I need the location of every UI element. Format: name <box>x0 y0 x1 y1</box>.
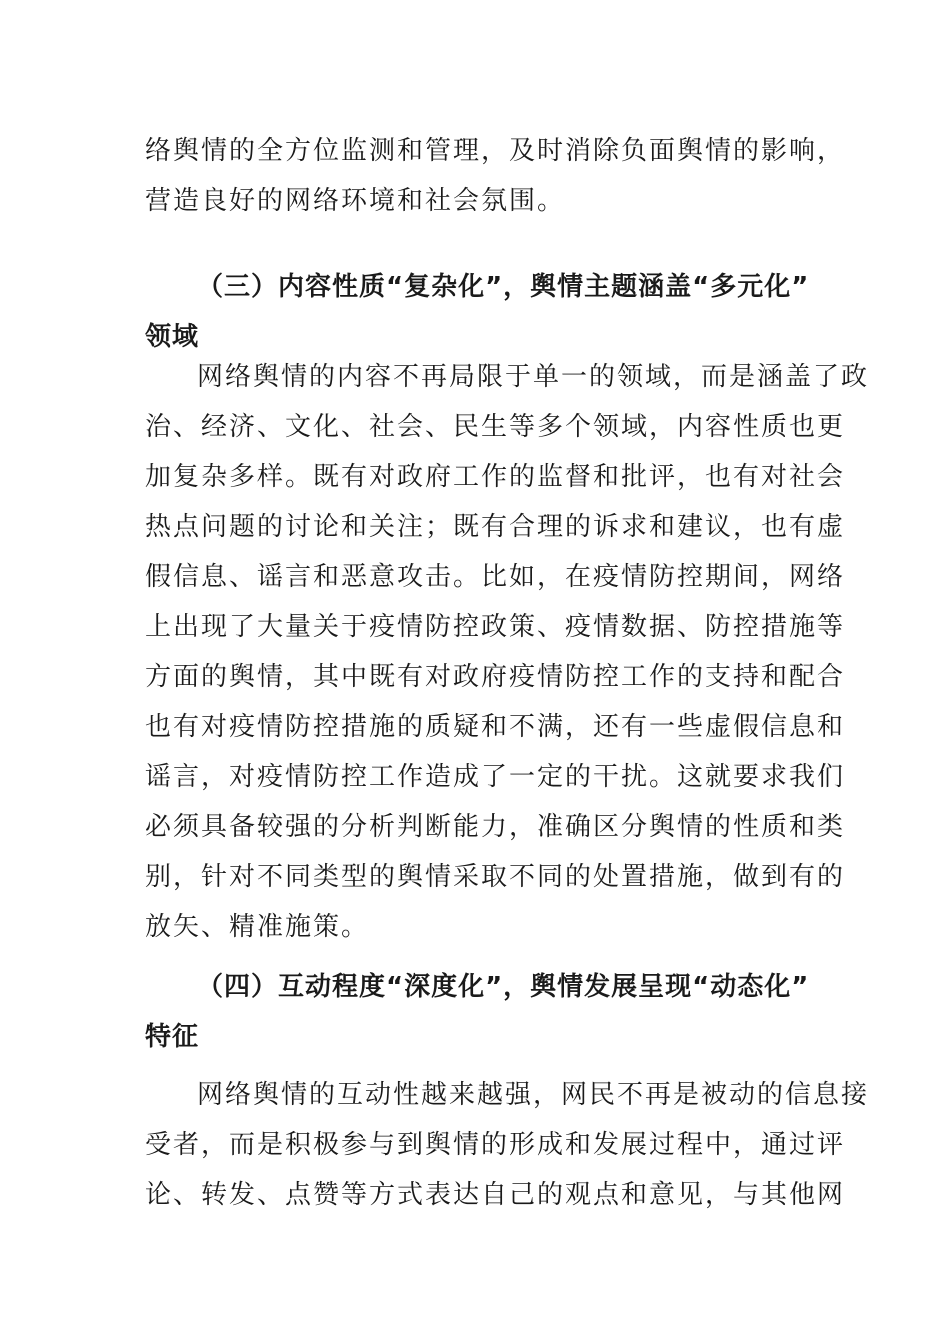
heading-line: 领域 <box>145 322 200 352</box>
paragraph-line: 网络舆情的互动性越来越强，网民不再是被动的信息接 <box>197 1080 870 1110</box>
section-4-heading <box>145 962 810 1062</box>
paragraph-line: 别，针对不同类型的舆情采取不同的处置措施，做到有的 <box>145 862 846 892</box>
heading-line: （四）互动程度“深度化”，舆情发展呈现“动态化” <box>197 972 810 1002</box>
section-4-paragraph <box>145 1070 870 1220</box>
paragraph-line: 治、经济、文化、社会、民生等多个领域，内容性质也更 <box>145 412 846 442</box>
paragraph-line: 也有对疫情防控措施的质疑和不满，还有一些虚假信息和 <box>145 712 846 742</box>
paragraph-line: 放矢、精准施策。 <box>145 912 370 942</box>
paragraph-line: 络舆情的全方位监测和管理，及时消除负面舆情的影响， <box>145 136 846 166</box>
continuation-paragraph <box>145 126 846 226</box>
paragraph-line: 谣言，对疫情防控工作造成了一定的干扰。这就要求我们 <box>145 762 846 792</box>
paragraph-line: 网络舆情的内容不再局限于单一的领域，而是涵盖了政 <box>197 362 870 392</box>
paragraph-line: 受者，而是积极参与到舆情的形成和发展过程中，通过评 <box>145 1130 846 1160</box>
paragraph-line: 加复杂多样。既有对政府工作的监督和批评，也有对社会 <box>145 462 846 492</box>
heading-line: 特征 <box>145 1022 200 1052</box>
paragraph-line: 营造良好的网络环境和社会氛围。 <box>145 186 566 216</box>
paragraph-line: 上出现了大量关于疫情防控政策、疫情数据、防控措施等 <box>145 612 846 642</box>
paragraph-line: 热点问题的讨论和关注；既有合理的诉求和建议，也有虚 <box>145 512 846 542</box>
heading-line: （三）内容性质“复杂化”，舆情主题涵盖“多元化” <box>197 272 810 302</box>
section-3-paragraph <box>145 352 870 952</box>
section-3-heading <box>145 262 810 362</box>
paragraph-line: 论、转发、点赞等方式表达自己的观点和意见，与其他网 <box>145 1180 846 1210</box>
paragraph-line: 假信息、谣言和恶意攻击。比如，在疫情防控期间，网络 <box>145 562 846 592</box>
paragraph-line: 方面的舆情，其中既有对政府疫情防控工作的支持和配合 <box>145 662 846 692</box>
paragraph-line: 必须具备较强的分析判断能力，准确区分舆情的性质和类 <box>145 812 846 842</box>
